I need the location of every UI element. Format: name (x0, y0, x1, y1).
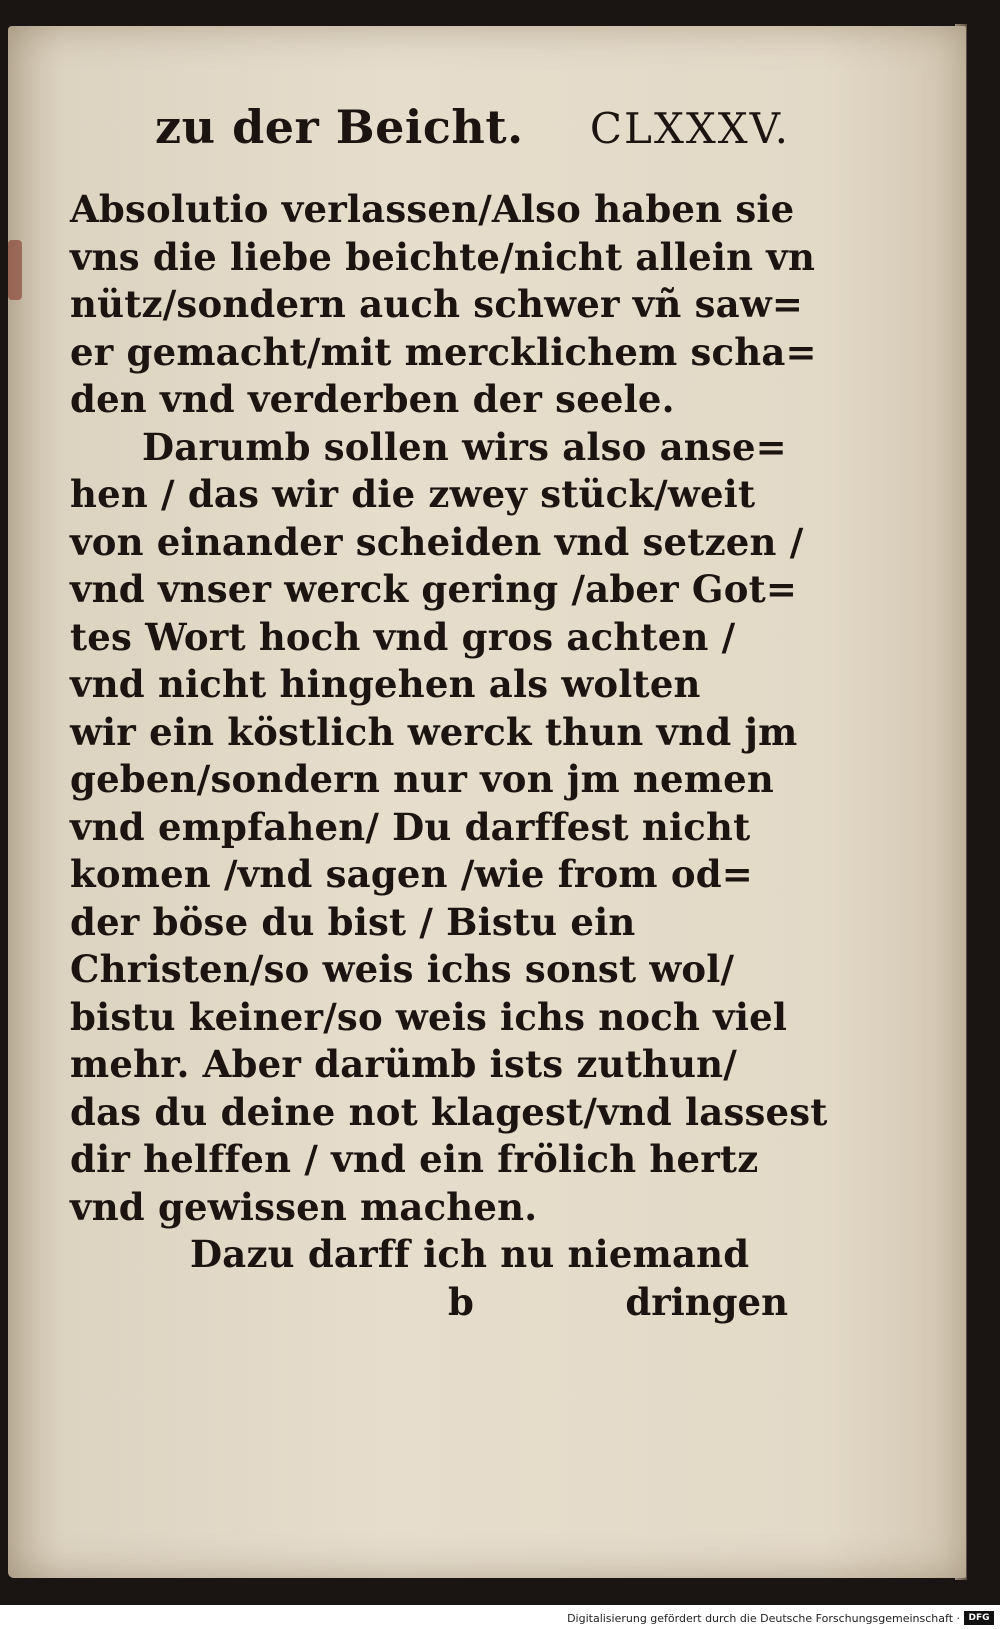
text-line: nütz/sondern auch schwer vñ saw= (70, 282, 804, 326)
text-line: vns die liebe beichte/nicht allein vn (70, 234, 816, 279)
text-line: den vnd verderben der seele. (70, 377, 675, 421)
catchword: dringen (625, 1279, 788, 1324)
page-header (70, 100, 790, 186)
text-line: vnd nicht hingehen als wolten (70, 662, 701, 706)
text-line: vnd vnser werck gering /aber Got= (70, 567, 798, 611)
page-footer-marks (70, 1279, 790, 1327)
text-line: komen /vnd sagen /wie from od= (70, 852, 753, 896)
text-line: hen / das wir die zwey stück/weit (70, 472, 756, 516)
footer-credit: Digitalisierung gefördert durch die Deutsche Forschungsgemeinschaft · (567, 1612, 960, 1625)
text-line: Absolutio verlassen/Also haben sie (70, 187, 795, 231)
text-line: von einander scheiden vnd setzen / (70, 519, 804, 564)
text-line: dir helffen / vnd ein frölich hertz (70, 1137, 759, 1181)
dfg-logo: DFG (964, 1611, 994, 1625)
text-line: Christen/so weis ichs sonst wol/ (70, 947, 735, 991)
text-line: vnd empfahen/ Du darffest nicht (70, 804, 751, 849)
folio-number: CLXXXV. (589, 104, 790, 153)
text-line: bistu keiner/so weis ichs noch viel (70, 994, 788, 1039)
signature-mark: b (448, 1279, 474, 1324)
text-line: der böse du bist / Bistu ein (70, 899, 636, 944)
text-line: Dazu darff ich nu niemand (190, 1232, 750, 1276)
running-head: zu der Beicht. (155, 100, 524, 154)
text-line: das du deine not klagest/vnd lassest (70, 1089, 828, 1134)
text-line: er gemacht/mit mercklichem scha= (70, 329, 817, 374)
text-line: geben/sondern nur von jm nemen (70, 757, 774, 801)
text-line: mehr. Aber darümb ists zuthun/ (70, 1042, 737, 1086)
text-line: vnd gewissen machen. (70, 1184, 538, 1229)
text-line: wir ein köstlich werck thun vnd jm (70, 709, 798, 754)
binding-stain (8, 240, 22, 300)
text-block (70, 100, 828, 1326)
text-line: Darumb sollen wirs also anse= (142, 424, 787, 469)
text-line: tes Wort hoch vnd gros achten / (70, 614, 736, 659)
